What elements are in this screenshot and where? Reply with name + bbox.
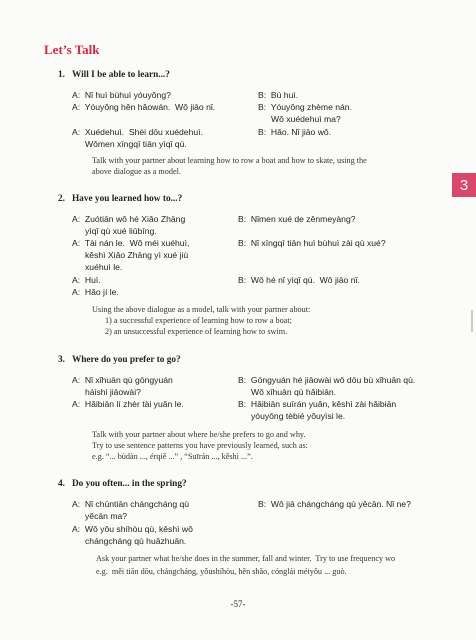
dialogue-line: B: Wǒ jiā chángcháng qù yěcān. Nǐ ne? — [258, 499, 411, 509]
section-3-heading: 3. Where do you prefer to go? — [58, 355, 181, 365]
instruction-line: e.g. “... bùdàn ..., érqiě ...” , “Suīrán ..., kěshì ...”. — [92, 452, 253, 461]
page-title: Let’s Talk — [44, 42, 100, 57]
dialogue-line: A: Nǐ xǐhuān qù gōngyuán — [72, 375, 173, 385]
instruction-line: Talk with your partner about where he/she prefers to go and why. — [92, 430, 306, 439]
instruction-line: e.g. měi tiān dōu, chángcháng, yǒushíhòu, hěn shǎo, cónglái méiyǒu ... guò. — [96, 567, 347, 576]
dialogue-line: A: Hǎo jí le. — [72, 287, 119, 297]
dialogue-line: A: Hǎibiān lí zhèr tài yuǎn le. — [72, 399, 184, 409]
dialogue-line: háishi jiāowài? — [85, 387, 141, 397]
instruction-line: Ask your partner what he/she does in the summer, fall and winter. Try to use frequency wo — [96, 554, 396, 563]
dialogue-line: B: Wǒ hé nǐ yìqǐ qù. Wǒ jiāo nǐ. — [238, 275, 360, 285]
dialogue-line: xuéhuì le. — [85, 262, 123, 272]
dialogue-line: A: Yóuyǒng hěn hǎowán. Wǒ jiāo nǐ. — [72, 102, 216, 112]
chapter-tab: 3 — [452, 173, 476, 197]
dialogue-line: yóuyǒng tèbié yǒuyìsi le. — [251, 411, 346, 421]
page-number: -57- — [230, 599, 246, 609]
dialogue-line: B: Bú huì. — [258, 90, 299, 100]
dialogue-line: Wǒ xuédehuì ma? — [271, 114, 341, 124]
dialogue-line: B: Nǐ xīngqī tiān huì bùhuì zài qù xué? — [238, 238, 386, 248]
section-2-heading: 2. Have you learned how to...? — [58, 194, 183, 204]
dialogue-line: yìqǐ qù xué liūbīng. — [85, 226, 157, 236]
dialogue-line: yěcān ma? — [85, 511, 128, 521]
instruction-line: Talk with your partner about learning how to row a boat and how to skate, using the — [92, 156, 367, 165]
dialogue-line: B: Gōngyuán hé jiāowài wǒ dōu bù xǐhuān qù. — [238, 375, 416, 385]
dialogue-line: B: Nǐmen xué de zěnmeyàng? — [238, 214, 356, 224]
dialogue-line: kěshì Xiǎo Zhāng yì xué jiù — [85, 250, 189, 260]
dialogue-line: A: Wǒ yǒu shíhòu qù, kěshì wǒ — [72, 524, 193, 534]
dialogue-line: A: Tài nán le. Wǒ méi xuéhuì, — [72, 238, 190, 248]
instruction-line: Using the above dialogue as a model, talk with your partner about: — [92, 305, 311, 314]
dialogue-line: Wǒmen xīngqī tiān yìqǐ qù. — [85, 139, 187, 149]
dialogue-line: A: Zuótiān wǒ hé Xiǎo Zhāng — [72, 214, 186, 224]
section-4-heading: 4. Do you often... in the spring? — [58, 479, 187, 489]
dialogue-line: A: Nǐ huì bùhuì yóuyǒng? — [72, 90, 171, 100]
instruction-line: 2) an unsuccessful experience of learning how to swim. — [105, 327, 288, 336]
dialogue-line: A: Nǐ chūntiān chángcháng qù — [72, 499, 190, 509]
dialogue-line: chángcháng qù huāzhuān. — [85, 536, 187, 546]
dialogue-line: Wǒ xǐhuān qù hǎibiān. — [251, 387, 337, 397]
dialogue-line: B: Hǎo. Nǐ jiāo wǒ. — [258, 127, 332, 137]
instruction-line: above dialogue as a model. — [92, 167, 181, 176]
instruction-line: 1) a successful experience of learning how to row a boat; — [105, 316, 292, 325]
section-1-heading: 1. Will I be able to learn...? — [58, 70, 170, 80]
instruction-line: Try to use sentence patterns you have previously learned, such as: — [92, 441, 308, 450]
dialogue-line: B: Yóuyǒng zhème nán. — [258, 102, 352, 112]
dialogue-line: A: Huì. — [72, 275, 101, 285]
dialogue-line: B: Hǎibiān suīrán yuǎn, kěshì zài hǎibiān — [238, 399, 397, 409]
dialogue-line: A: Xuédehuì. Shéi dōu xuédehuì. — [72, 127, 203, 137]
page-edge-mark — [471, 310, 473, 332]
